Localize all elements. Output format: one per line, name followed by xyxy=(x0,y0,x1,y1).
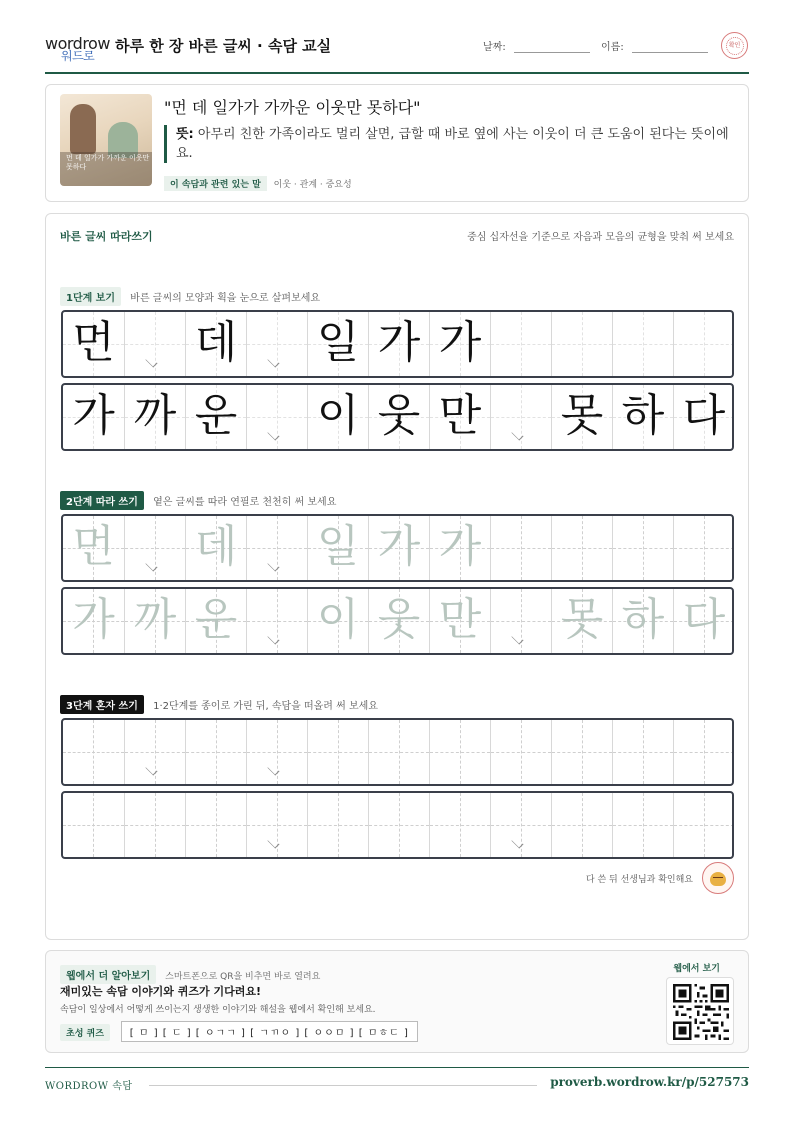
footer-divider xyxy=(149,1085,537,1086)
qr-label: 웹에서 보기 xyxy=(673,964,720,974)
grid-cell[interactable] xyxy=(429,720,490,784)
space-mark-icon xyxy=(268,429,284,438)
wordrow-logo xyxy=(45,34,110,63)
proverb-text: "먼 데 일가가 가까운 이웃만 못하다" xyxy=(164,98,421,117)
grid-character: 운 xyxy=(194,594,238,645)
space-mark-icon xyxy=(146,560,162,569)
center-guide-horizontal xyxy=(369,752,429,753)
grid-character xyxy=(613,312,673,374)
date-field[interactable] xyxy=(483,38,590,53)
illustration-figure-adult xyxy=(70,104,96,154)
illustration-caption: 먼 데 일가가 가까운 이웃만 못하다 xyxy=(66,154,150,171)
grid-character: 데 xyxy=(194,317,238,368)
free-row-1[interactable] xyxy=(61,718,734,786)
grid-character: 일 xyxy=(316,317,360,368)
page-title: 하루 한 장 바른 글씨 · 속담 교실 xyxy=(115,37,332,55)
space-mark-icon xyxy=(512,429,528,438)
proverb-card xyxy=(45,84,749,202)
footer-brand: WORDROW 속담 xyxy=(45,1081,133,1092)
teacher-stamp-icon xyxy=(702,862,734,894)
grid-character xyxy=(552,312,612,374)
grid-character xyxy=(674,516,734,578)
grid-cell[interactable] xyxy=(124,516,185,580)
space-mark-icon xyxy=(512,837,528,846)
center-guide-horizontal xyxy=(186,825,246,826)
grid-cell[interactable] xyxy=(551,589,612,653)
space-mark-icon xyxy=(268,356,284,365)
grid-cell[interactable] xyxy=(246,720,307,784)
quiz-hint: [ ㅁ ] [ ㄷ ] [ ㅇㄱㄱ ] [ ㄱㄲㅇ ] [ ㅇㅇㅁ ] [ ㅁㅎㄷ ] xyxy=(121,1021,418,1042)
space-mark-icon xyxy=(268,837,284,846)
chosung-quiz xyxy=(60,1021,418,1042)
center-guide-horizontal xyxy=(674,825,734,826)
grid-character: 가 xyxy=(438,521,482,572)
center-guide-horizontal xyxy=(308,752,368,753)
space-mark-icon xyxy=(146,356,162,365)
related-words xyxy=(164,176,352,191)
web-description: 속담이 일상에서 어떻게 쓰이는지 생생한 이야기와 해설을 웹에서 확인해 보세요. xyxy=(60,1005,376,1015)
center-guide-horizontal xyxy=(552,752,612,753)
grid-cell xyxy=(490,385,551,449)
grid-character: 웃 xyxy=(377,594,421,645)
meaning-text: 아무리 친한 가족이라도 멀리 살면, 급할 때 바로 옆에 사는 이웃이 더 큰 도움이 된다는 뜻이에요. xyxy=(176,127,729,161)
grid-character xyxy=(491,516,551,578)
stamp-face xyxy=(710,872,726,886)
grid-character: 먼 xyxy=(72,521,115,572)
grid-cell xyxy=(612,312,673,376)
view-row-2 xyxy=(61,383,734,451)
grid-cell[interactable] xyxy=(124,589,185,653)
center-guide-horizontal xyxy=(491,825,551,826)
grid-cell[interactable] xyxy=(185,589,246,653)
center-guide-horizontal xyxy=(63,825,124,826)
grid-cell xyxy=(368,312,429,376)
grid-character: 못 xyxy=(560,390,604,441)
grid-character: 다 xyxy=(682,594,726,645)
step2-badge: 2단계 따라 쓰기 xyxy=(60,491,144,510)
page-header xyxy=(45,30,749,74)
grid-cell xyxy=(429,385,490,449)
step3-badge: 3단계 혼자 쓰기 xyxy=(60,695,144,714)
center-guide-horizontal xyxy=(613,825,673,826)
web-headline: 재미있는 속담 이야기와 퀴즈가 기다려요! xyxy=(60,985,261,998)
grid-character: 가 xyxy=(438,317,482,368)
grid-cell xyxy=(185,385,246,449)
grid-character: 못 xyxy=(560,594,604,645)
grid-character: 하 xyxy=(621,390,665,441)
grid-character: 만 xyxy=(438,594,482,645)
grid-cell[interactable] xyxy=(185,516,246,580)
grid-character: 까 xyxy=(133,594,177,645)
date-label: 날짜: xyxy=(483,42,506,53)
grid-cell xyxy=(368,385,429,449)
grid-cell xyxy=(246,385,307,449)
space-mark-icon xyxy=(268,633,284,642)
grid-cell[interactable] xyxy=(368,589,429,653)
grid-character: 하 xyxy=(621,594,665,645)
view-row-1 xyxy=(61,310,734,378)
center-guide-horizontal xyxy=(247,825,307,826)
center-guide-horizontal xyxy=(63,752,124,753)
grid-cell[interactable] xyxy=(63,589,124,653)
teacher-check-text: 다 쓴 뒤 선생님과 확인해요 xyxy=(585,875,693,885)
grid-character: 웃 xyxy=(377,390,421,441)
practice-note: 중심 십자선을 기준으로 자음과 모음의 균형을 맞춰 써 보세요 xyxy=(467,232,734,243)
grid-cell[interactable] xyxy=(490,720,551,784)
space-mark-icon xyxy=(268,560,284,569)
grid-cell[interactable] xyxy=(490,516,551,580)
grid-character: 만 xyxy=(438,390,482,441)
grid-cell[interactable] xyxy=(307,589,368,653)
confirm-stamp-icon xyxy=(721,32,748,59)
step2-header xyxy=(60,491,336,510)
trace-row-1[interactable] xyxy=(61,514,734,582)
grid-character: 이 xyxy=(316,594,360,645)
space-mark-icon xyxy=(268,764,284,773)
grid-cell xyxy=(612,385,673,449)
grid-cell xyxy=(429,312,490,376)
grid-cell xyxy=(63,385,124,449)
grid-cell[interactable] xyxy=(429,516,490,580)
grid-cell[interactable] xyxy=(673,720,734,784)
grid-character: 가 xyxy=(72,390,115,441)
grid-cell xyxy=(307,385,368,449)
qr-pattern xyxy=(673,984,729,1040)
web-badge: 웹에서 더 알아보기 xyxy=(60,965,156,984)
grid-cell[interactable] xyxy=(368,720,429,784)
center-guide-horizontal xyxy=(308,825,368,826)
web-top-note: 스마트폰으로 QR을 비추면 바로 열려요 xyxy=(165,972,321,982)
center-guide-horizontal xyxy=(491,752,551,753)
related-label: 이 속담과 관련 있는 말 xyxy=(164,176,267,191)
footer-url[interactable]: proverb.wordrow.kr/p/527573 xyxy=(550,1075,749,1089)
grid-cell[interactable] xyxy=(185,720,246,784)
grid-cell xyxy=(246,312,307,376)
grid-cell[interactable] xyxy=(429,589,490,653)
grid-cell[interactable] xyxy=(612,589,673,653)
grid-cell xyxy=(551,312,612,376)
grid-cell[interactable] xyxy=(490,793,551,857)
center-guide-horizontal xyxy=(430,752,490,753)
grid-character: 운 xyxy=(194,390,238,441)
name-label: 이름: xyxy=(601,42,624,53)
grid-cell[interactable] xyxy=(246,589,307,653)
grid-character: 데 xyxy=(194,521,238,572)
center-guide-horizontal xyxy=(186,752,246,753)
free-row-2[interactable] xyxy=(61,791,734,859)
trace-row-2[interactable] xyxy=(61,587,734,655)
grid-cell xyxy=(124,312,185,376)
meaning-label: 뜻: xyxy=(176,127,194,142)
grid-cell[interactable] xyxy=(673,516,734,580)
proverb-illustration xyxy=(60,94,152,186)
grid-character: 가 xyxy=(377,317,421,368)
center-guide-horizontal xyxy=(552,825,612,826)
center-guide-horizontal xyxy=(125,825,185,826)
grid-cell[interactable] xyxy=(63,516,124,580)
space-mark-icon xyxy=(146,764,162,773)
grid-cell[interactable] xyxy=(551,720,612,784)
grid-character: 까 xyxy=(133,390,177,441)
grid-cell[interactable] xyxy=(124,720,185,784)
grid-cell[interactable] xyxy=(124,793,185,857)
grid-cell[interactable] xyxy=(63,793,124,857)
grid-cell[interactable] xyxy=(368,793,429,857)
quiz-badge: 초성 퀴즈 xyxy=(60,1024,110,1041)
grid-cell[interactable] xyxy=(612,720,673,784)
grid-cell[interactable] xyxy=(673,589,734,653)
grid-cell xyxy=(673,312,734,376)
grid-cell xyxy=(63,312,124,376)
web-promo xyxy=(45,950,749,1053)
grid-cell[interactable] xyxy=(307,516,368,580)
grid-cell[interactable] xyxy=(612,516,673,580)
grid-character xyxy=(674,312,734,374)
center-guide-horizontal xyxy=(430,825,490,826)
space-mark-icon xyxy=(512,633,528,642)
step3-desc: 1·2단계를 종이로 가린 뒤, 속담을 떠올려 써 보세요 xyxy=(153,701,378,712)
step1-badge: 1단계 보기 xyxy=(60,287,121,306)
grid-cell[interactable] xyxy=(246,793,307,857)
grid-character: 가 xyxy=(377,521,421,572)
center-guide-horizontal xyxy=(125,752,185,753)
grid-cell xyxy=(124,385,185,449)
grid-cell xyxy=(307,312,368,376)
qr-code-icon[interactable] xyxy=(666,977,734,1045)
grid-character xyxy=(552,516,612,578)
step1-desc: 바른 글씨의 모양과 획을 눈으로 살펴보세요 xyxy=(130,293,321,304)
grid-cell[interactable] xyxy=(551,516,612,580)
proverb-meaning xyxy=(164,125,734,163)
grid-cell[interactable] xyxy=(612,793,673,857)
web-top xyxy=(60,965,320,984)
grid-cell xyxy=(673,385,734,449)
step3-header xyxy=(60,695,378,714)
grid-character: 일 xyxy=(316,521,360,572)
practice-panel xyxy=(45,213,749,940)
grid-character: 가 xyxy=(72,594,115,645)
grid-cell xyxy=(185,312,246,376)
date-line[interactable] xyxy=(514,52,590,53)
grid-character: 이 xyxy=(316,390,360,441)
step1-header xyxy=(60,287,320,306)
grid-cell[interactable] xyxy=(429,793,490,857)
grid-cell xyxy=(490,312,551,376)
center-guide-horizontal xyxy=(247,752,307,753)
grid-cell[interactable] xyxy=(551,793,612,857)
grid-cell[interactable] xyxy=(63,720,124,784)
step2-desc: 옅은 글씨를 따라 연필로 천천히 써 보세요 xyxy=(153,497,337,508)
name-field[interactable] xyxy=(601,38,708,53)
grid-character: 먼 xyxy=(72,317,115,368)
grid-cell[interactable] xyxy=(185,793,246,857)
grid-cell[interactable] xyxy=(307,793,368,857)
name-line[interactable] xyxy=(632,52,708,53)
grid-cell[interactable] xyxy=(368,516,429,580)
grid-cell[interactable] xyxy=(246,516,307,580)
grid-character xyxy=(491,312,551,374)
center-guide-horizontal xyxy=(613,752,673,753)
grid-cell[interactable] xyxy=(490,589,551,653)
grid-cell[interactable] xyxy=(307,720,368,784)
stamp-label: 확인 xyxy=(728,42,741,49)
center-guide-horizontal xyxy=(369,825,429,826)
page-footer xyxy=(45,1067,749,1097)
logo-subtext: 워드로 xyxy=(61,49,95,63)
center-guide-horizontal xyxy=(674,752,734,753)
logo-text: wordrow xyxy=(45,34,110,53)
grid-character xyxy=(613,516,673,578)
grid-cell xyxy=(551,385,612,449)
grid-character: 다 xyxy=(682,390,726,441)
grid-cell[interactable] xyxy=(673,793,734,857)
related-list: 이웃 · 관계 · 중요성 xyxy=(273,180,352,190)
practice-title: 바른 글씨 따라쓰기 xyxy=(60,230,153,243)
